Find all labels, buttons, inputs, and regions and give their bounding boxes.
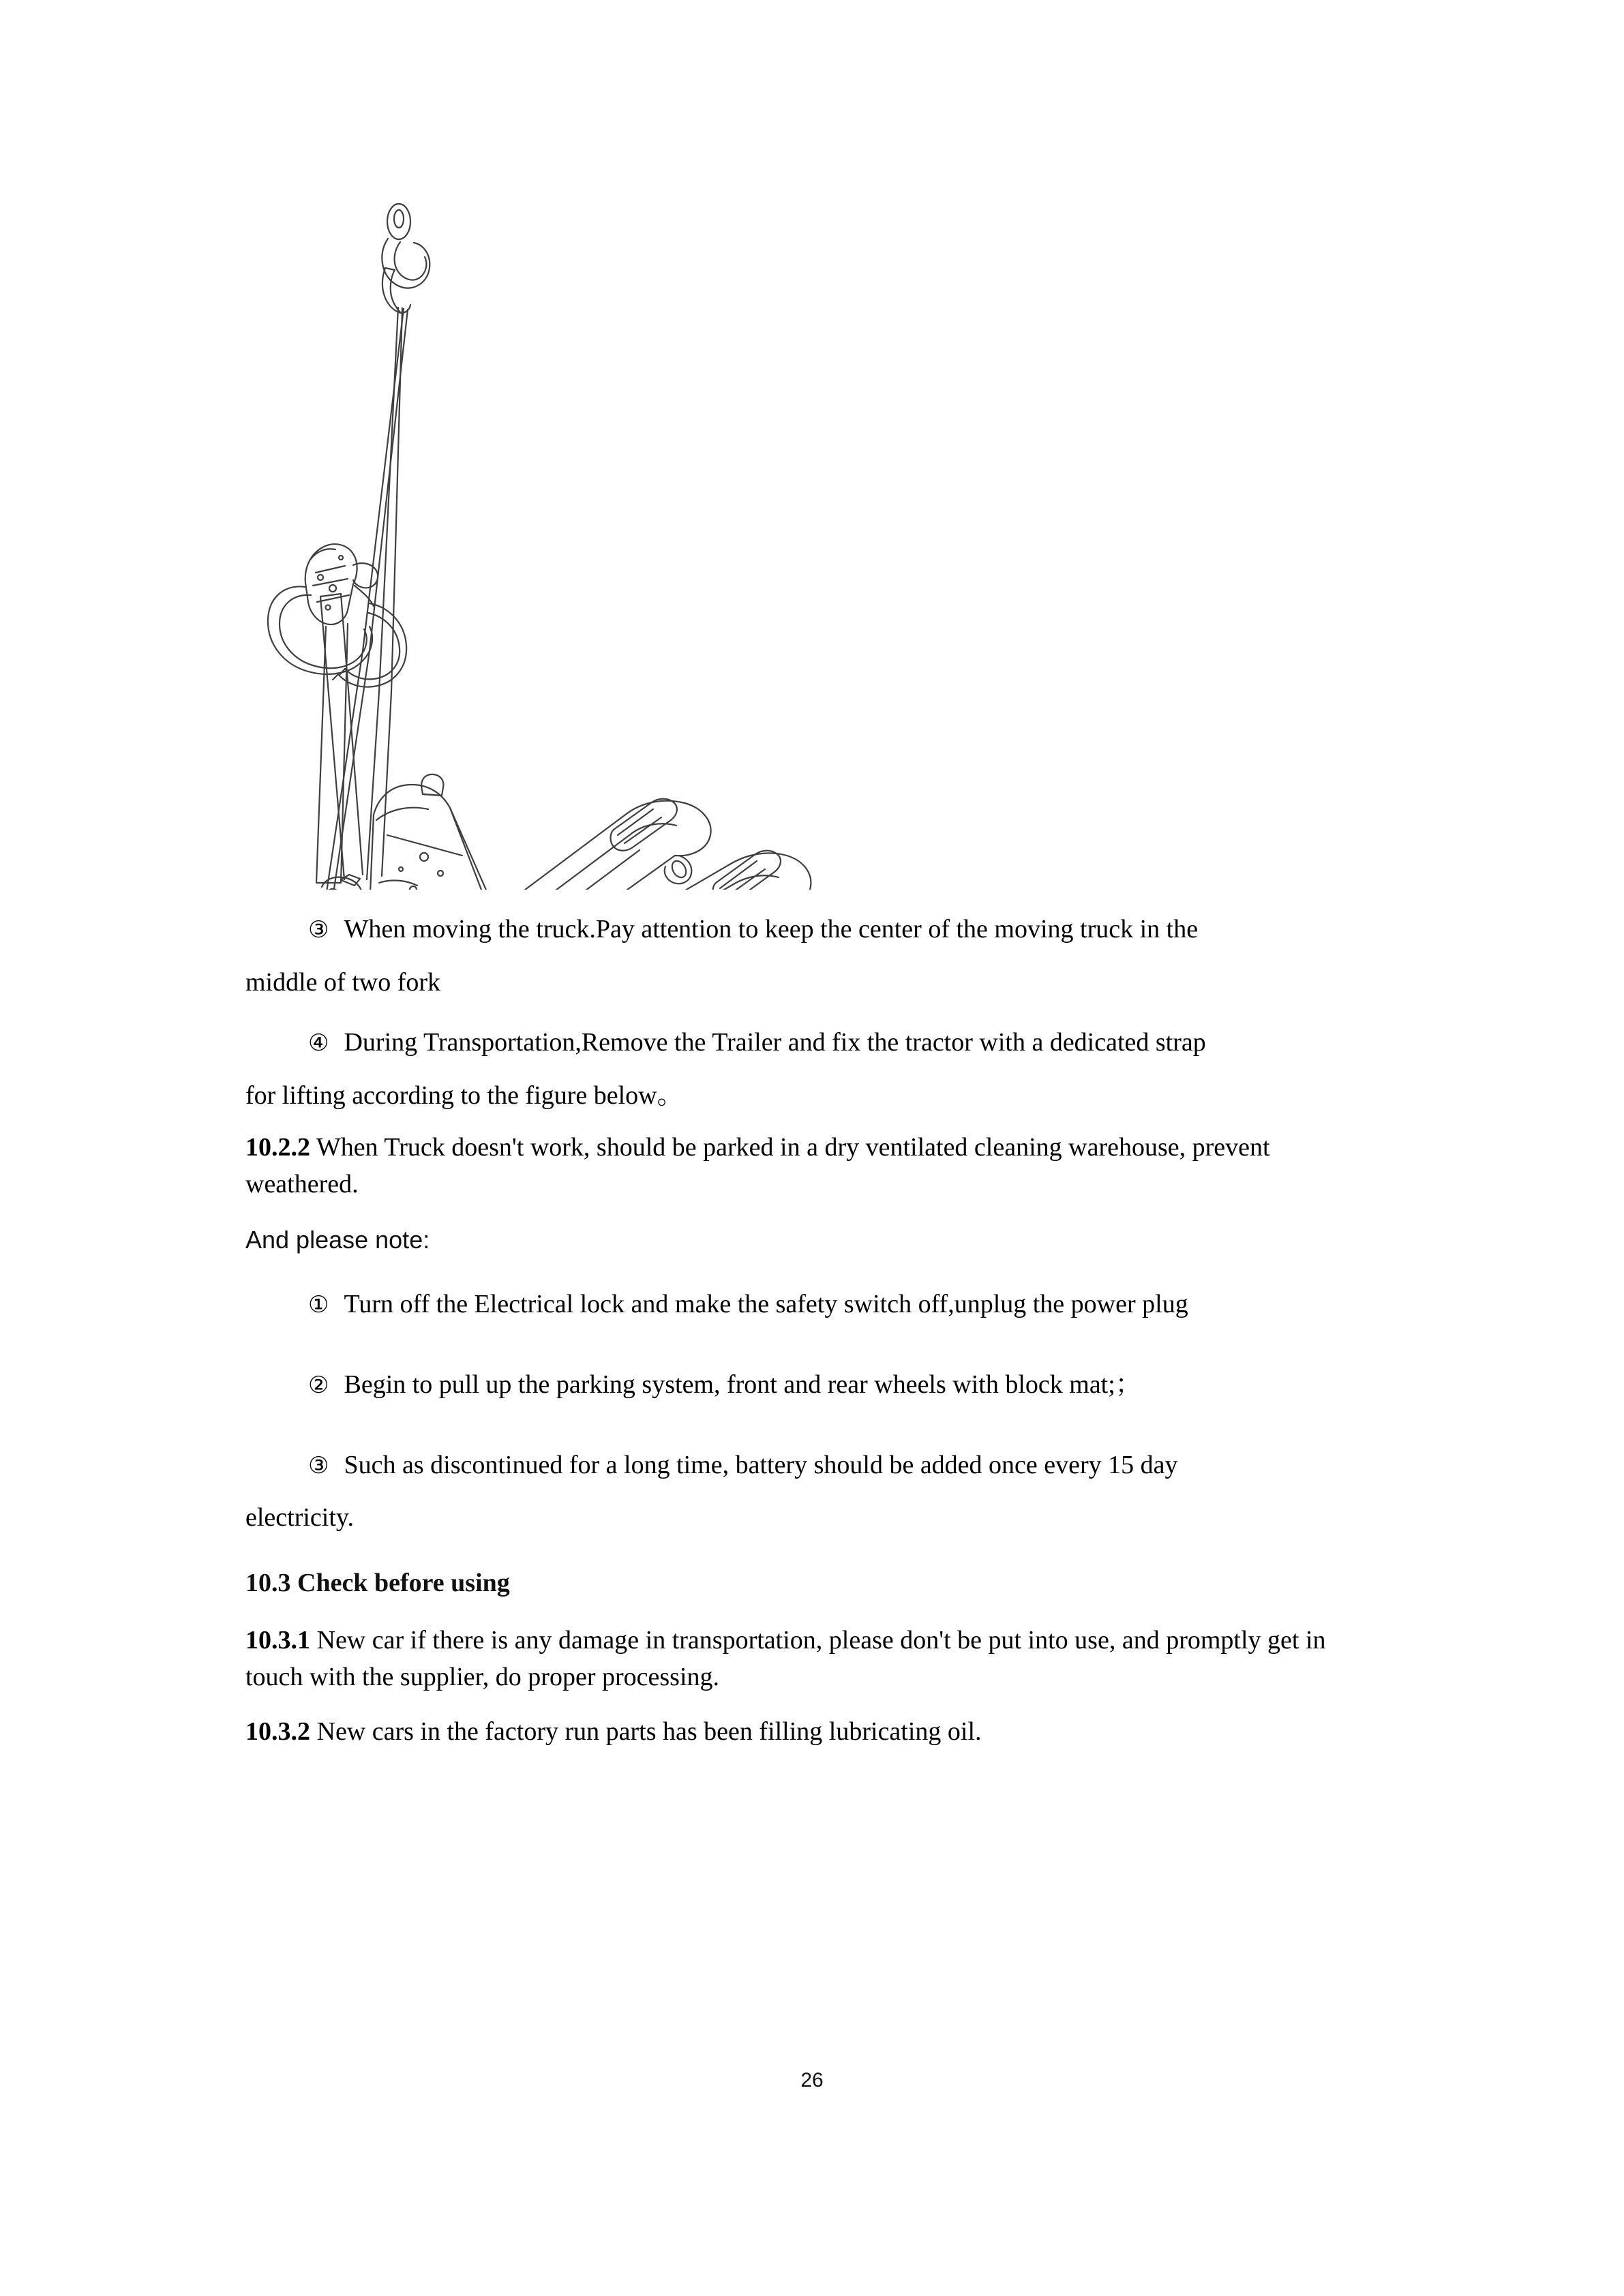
battery-body: [368, 774, 499, 890]
circled-number-3-icon-second: ③: [308, 1451, 329, 1479]
section-10-3-1-text: New car if there is any damage in transportation, please don't be put into use, and promptly get in touch with the supplier, do proper processing.: [245, 1625, 1326, 1691]
section-10-3-2-number: 10.3.2: [245, 1717, 310, 1746]
section-10-3-2: [245, 1714, 1374, 1751]
section-10-2-2: [245, 1130, 1374, 1203]
numbered-note-2: [245, 1359, 1374, 1412]
numbered-item-3: [245, 903, 1374, 956]
numbered-note-3: [245, 1439, 1374, 1492]
steering-column: [316, 624, 348, 883]
note-lead-in: And please note:: [245, 1226, 430, 1254]
fork-left: [470, 799, 711, 890]
heading-10-3: 10.3 Check before using: [245, 1569, 510, 1598]
numbered-note-2-text: Begin to pull up the parking system, front and rear wheels with block mat;；: [344, 1370, 1141, 1399]
crane-hook-icon: [382, 204, 430, 313]
section-10-3-1: [245, 1622, 1374, 1696]
numbered-item-3-continuation: middle of two fork: [245, 967, 441, 997]
document-body: [245, 903, 1374, 1751]
drive-unit: [316, 875, 368, 890]
numbered-note-3-continuation: electricity.: [245, 1503, 354, 1532]
numbered-item-3-text: When moving the truck.Pay attention to keep the center of the moving truck in the: [344, 915, 1199, 943]
numbered-note-1: [245, 1278, 1374, 1331]
pallet-truck-line-drawing: [245, 174, 1377, 890]
numbered-item-4-text: During Transportation,Remove the Trailer and fix the tractor with a dedicated strap: [344, 1027, 1206, 1057]
page-number: 26: [800, 2069, 824, 2091]
fork-right: [515, 851, 811, 890]
section-10-3-1-number: 10.3.1: [245, 1625, 310, 1655]
section-10-2-2-number: 10.2.2: [245, 1132, 310, 1162]
section-10-2-2-text: When Truck doesn't work, should be parked in a dry ventilated cleaning warehouse, prevent weathered.: [245, 1132, 1270, 1198]
numbered-note-1-text: Turn off the Electrical lock and make the safety switch off,unplug the power plug: [344, 1289, 1188, 1318]
numbered-item-4: [245, 1016, 1374, 1070]
circled-number-1-icon: ①: [308, 1290, 329, 1318]
circled-number-2-icon: ②: [308, 1371, 329, 1399]
circled-number-4-icon: ④: [308, 1029, 329, 1057]
numbered-note-3-text: Such as discontinued for a long time, battery should be added once every 15 day: [344, 1450, 1178, 1479]
pallet-truck-lifting-figure: [245, 174, 1377, 890]
circled-number-3-icon: ③: [308, 916, 329, 943]
section-10-3-2-text: New cars in the factory run parts has been filling lubricating oil.: [316, 1717, 982, 1746]
numbered-item-4-continuation: for lifting according to the figure below。: [245, 1081, 683, 1110]
